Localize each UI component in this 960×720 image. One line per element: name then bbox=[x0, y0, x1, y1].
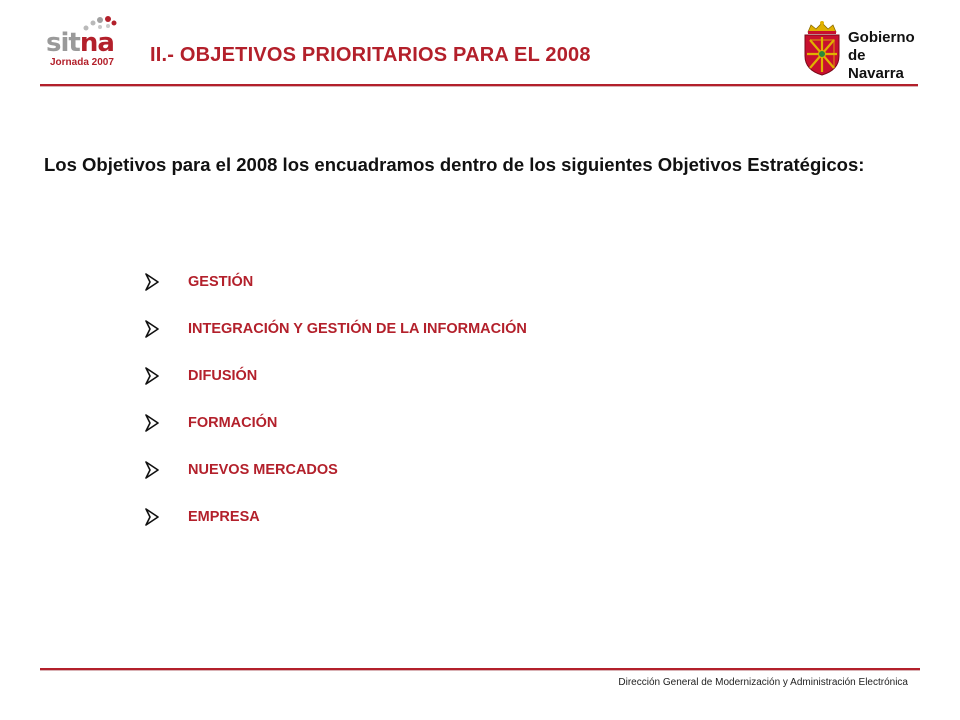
objective-item bbox=[144, 413, 527, 460]
sitna-logo bbox=[40, 14, 130, 74]
arrow-head-icon bbox=[144, 320, 160, 338]
gobierno-navarra-text bbox=[848, 29, 918, 83]
objective-label-empresa: EMPRESA bbox=[188, 509, 260, 525]
objective-label-difusion: DIFUSIÓN bbox=[188, 368, 258, 384]
objective-label-gestion: GESTIÓN bbox=[188, 274, 254, 290]
objective-item bbox=[144, 366, 527, 413]
objective-item bbox=[144, 507, 527, 554]
navarra-shield-icon bbox=[800, 20, 844, 76]
sitna-wordmark bbox=[46, 28, 114, 58]
sitna-word-accent: na bbox=[79, 28, 114, 58]
objective-label-integracion: INTEGRACIÓN Y GESTIÓN DE LA INFORMACIÓN bbox=[188, 321, 527, 337]
footer-divider-shadow bbox=[40, 670, 920, 671]
footer-text: Dirección General de Modernización y Administración Electrónica bbox=[618, 677, 908, 688]
gobierno-line2: de Navarra bbox=[848, 47, 904, 82]
arrow-head-icon bbox=[144, 508, 160, 526]
arrow-head-icon bbox=[144, 414, 160, 432]
objective-label-nuevos-mercados: NUEVOS MERCADOS bbox=[188, 462, 338, 478]
intro-paragraph: Los Objetivos para el 2008 los encuadramos dentro de los siguientes Objetivos Estratégicos: bbox=[44, 154, 865, 175]
sitna-word-main: sit bbox=[46, 28, 80, 58]
header-divider-shadow bbox=[40, 86, 918, 87]
objective-item bbox=[144, 319, 527, 366]
arrow-head-icon bbox=[144, 367, 160, 385]
page-title: II.- OBJETIVOS PRIORITARIOS PARA EL 2008 bbox=[150, 44, 591, 66]
gobierno-navarra-logo bbox=[800, 20, 918, 82]
sitna-subtitle: Jornada 2007 bbox=[50, 57, 114, 68]
objectives-list bbox=[144, 272, 527, 554]
objective-label-formacion: FORMACIÓN bbox=[188, 415, 278, 431]
arrow-head-icon bbox=[144, 273, 160, 291]
arrow-head-icon bbox=[144, 461, 160, 479]
objective-item bbox=[144, 272, 527, 319]
objective-item bbox=[144, 460, 527, 507]
gobierno-line1: Gobierno bbox=[848, 29, 915, 46]
